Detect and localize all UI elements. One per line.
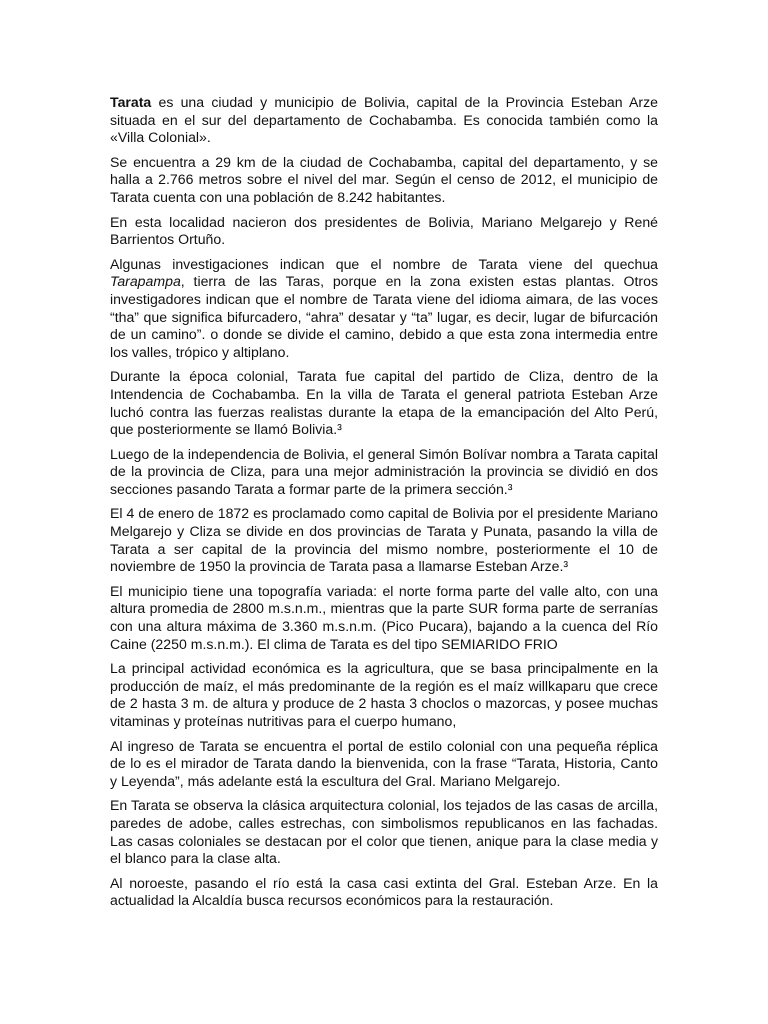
paragraph-independence: Luego de la independencia de Bolivia, el general Simón Bolívar nombra a Tarata capital de la provincia de Cliza, para una mejor administración la provincia se dividió en dos secciones pasando Tarata a formar parte de la primera sección.³: [110, 445, 658, 497]
paragraph-etymology: [110, 256, 658, 362]
intro-text: es una ciudad y municipio de Bolivia, capital de la Provincia Esteban Arze situada en el sur del departamento de Cochabamba. Es conocida también como la «Villa Colonial».: [110, 94, 658, 146]
etymology-text-before: Algunas investigaciones indican que el nombre de Tarata viene del quechua: [110, 255, 658, 272]
paragraph-architecture: En Tarata se observa la clásica arquitectura colonial, los tejados de las casas de arcilla, paredes de adobe, calles estrechas, con simbolismos republicanos en las fachadas. Las casas coloniales se destacan por el color que tienen, anique para la clase media y el blanco para la clase alta.: [110, 797, 658, 867]
paragraph-economy: La principal actividad económica es la agricultura, que se basa principalmente en la producción de maíz, el más predominante de la región es el maíz willkaparu que crece de 2 hasta 3 m. de altura y produce de 2 hasta 3 choclos o mazorcas, y posee muchas vitaminas y proteínas nutritivas para el cuerpo humano,: [110, 660, 658, 729]
etymology-text-after: , tierra de las Taras, porque en la zona existen estas plantas. Otros investigadores indican que el nombre de Tarata viene del idioma aimara, de las voces “tha” que significa bifurcadero, “ahra” desatar y “ta” lugar, es decir, lugar de bifurcación de un camino”. o donde se divide el camino, debido a que esta zona intermedia entre los valles, trópico y altiplano.: [110, 273, 658, 360]
paragraph-presidents: En esta localidad nacieron dos presidentes de Bolivia, Mariano Melgarejo y René Barrientos Ortuño.: [110, 213, 658, 248]
document-page: [110, 94, 658, 917]
paragraph-entrance-portal: Al ingreso de Tarata se encuentra el portal de estilo colonial con una pequeña réplica de lo es el mirador de Tarata dando la bienvenida, con la frase “Tarata, Historia, Canto y Leyenda”, más adelante está la escultura del Gral. Mariano Melgarejo.: [110, 737, 658, 789]
paragraph-arze-house: Al noroeste, pasando el río está la casa casi extinta del Gral. Esteban Arze. En la actualidad la Alcaldía busca recursos económicos para la restauración.: [110, 874, 658, 909]
paragraph-topography: El municipio tiene una topografía variada: el norte forma parte del valle alto, con una altura promedia de 2800 m.s.n.m., mientras que la parte SUR forma parte de serranías con una altura máxima de 3.360 m.s.n.m. (Pico Pucara), bajando a la cuenca del Río Caine (2250 m.s.n.m.). El clima de Tarata es del tipo SEMIARIDO FRIO: [110, 582, 658, 652]
paragraph-intro: [110, 94, 658, 147]
etymology-italic-term: Tarapampa: [110, 273, 181, 290]
paragraph-colonial-era: Durante la época colonial, Tarata fue capital del partido de Cliza, dentro de la Intendencia de Cochabamba. En la villa de Tarata el general patriota Esteban Arze luchó contra las fuerzas realistas durante la etapa de la emancipación del Alto Perú, que posteriormente se llamó Bolivia.³: [110, 368, 658, 438]
title-term: Tarata: [110, 94, 152, 110]
paragraph-capital-1872: El 4 de enero de 1872 es proclamado como capital de Bolivia por el presidente Mariano Melgarejo y Cliza se divide en dos provincias de Tarata y Punata, pasando la villa de Tarata a ser capital de la provincia del mismo nombre, posteriormente el 10 de noviembre de 1950 la provincia de Tarata pasa a llamarse Esteban Arze.³: [110, 505, 658, 575]
paragraph-location: Se encuentra a 29 km de la ciudad de Cochabamba, capital del departamento, y se halla a 2.766 metros sobre el nivel del mar. Según el censo de 2012, el municipio de Tarata cuenta con una población de 8.242 habitantes.: [110, 153, 658, 205]
